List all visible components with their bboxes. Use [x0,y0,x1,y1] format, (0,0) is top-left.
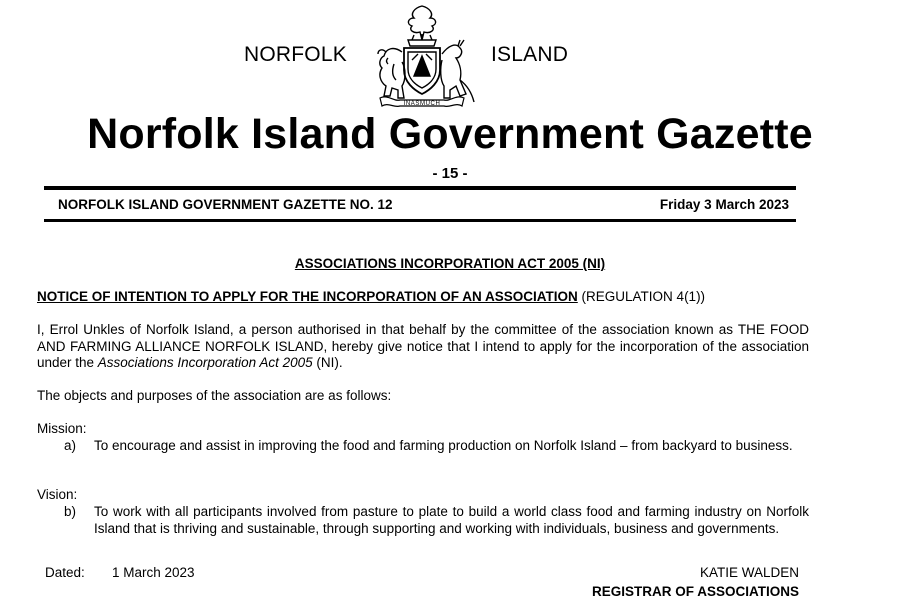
gazette-title: Norfolk Island Government Gazette [87,110,813,158]
intro-paragraph [37,322,809,372]
dated-value: 1 March 2023 [112,565,195,580]
top-rule [44,186,796,190]
bottom-rule [44,219,796,222]
crest-motto: INASMUCH [403,101,441,107]
gazette-number: NORFOLK ISLAND GOVERNMENT GAZETTE NO. 12 [58,197,393,212]
notice-heading-line [37,289,705,306]
notice-regulation: (REGULATION 4(1)) [581,289,706,304]
mission-letter: a) [64,438,77,453]
act-title: ASSOCIATIONS INCORPORATION ACT 2005 (NI) [294,256,606,271]
dated-label: Dated: [45,565,85,580]
vision-label: Vision: [37,487,78,502]
masthead-right-word: ISLAND [491,43,569,66]
intro-part2: (NI). [312,355,343,370]
masthead-left-word: NORFOLK [244,43,347,66]
intro-act-name: Associations Incorporation Act 2005 [97,355,313,370]
vision-text: To work with all participants involved from pasture to plate to build a world class food and farming industry on Norfolk Island that is thriving and sustainable, through supporting and working with individuals, business and governments. [94,504,809,536]
gazette-date: Friday 3 March 2023 [659,197,789,212]
objects-line: The objects and purposes of the association are as follows: [37,388,392,403]
signatory-name: KATIE WALDEN [699,565,799,580]
mission-label: Mission: [37,421,87,436]
page-number: - 15 - [432,165,468,182]
mission-text: To encourage and assist in improving the food and farming production on Norfolk Island – from backyard to business. [94,438,793,453]
notice-heading: NOTICE OF INTENTION TO APPLY FOR THE INCORPORATION OF AN ASSOCIATION [37,289,578,304]
vision-letter: b) [64,504,77,519]
signatory-title: REGISTRAR OF ASSOCIATIONS [591,584,799,599]
intro-part1: I, Errol Unkles of Norfolk Island, a person authorised in that behalf by the committee of the association known as THE FOOD AND FARMING ALLIANCE NORFOLK ISLAND, hereby give notice that I intend to apply for the incorporation of the association under the [37,322,809,370]
coat-of-arms-icon [364,2,480,108]
